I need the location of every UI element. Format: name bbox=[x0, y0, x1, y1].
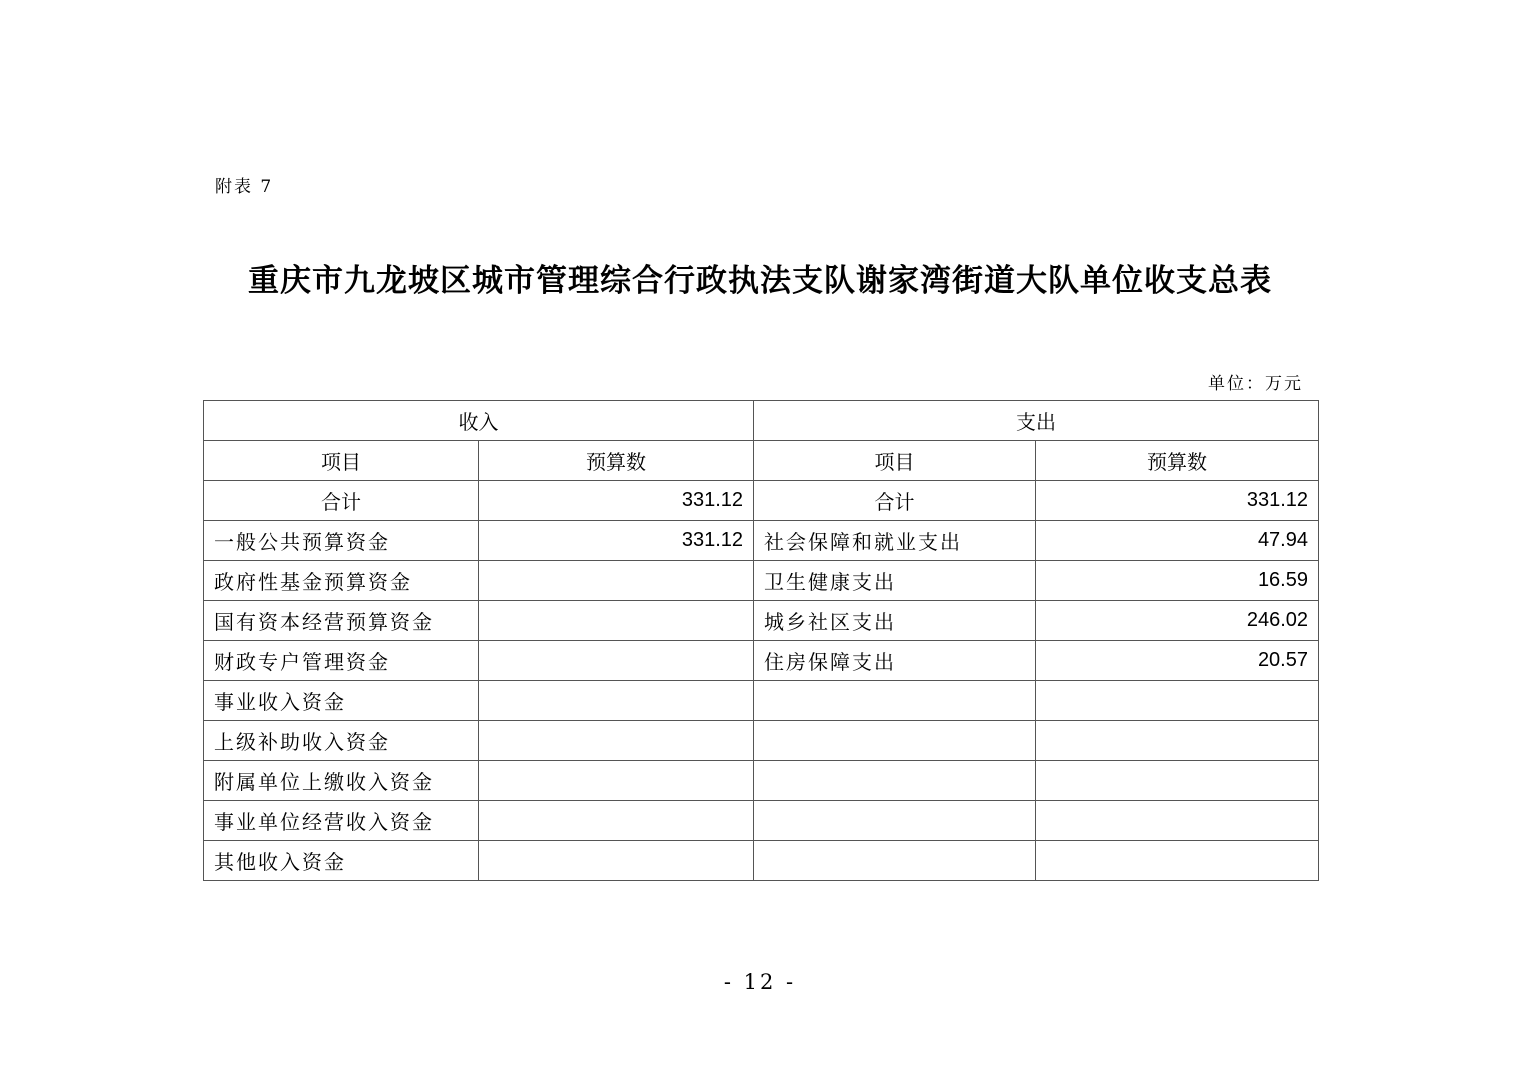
table-row bbox=[204, 681, 1319, 721]
income-item: 财政专户管理资金 bbox=[204, 641, 479, 681]
expense-item bbox=[754, 841, 1036, 881]
expense-item bbox=[754, 761, 1036, 801]
page-title: 重庆市九龙坡区城市管理综合行政执法支队谢家湾街道大队单位收支总表 bbox=[248, 263, 1272, 299]
expense-item: 卫生健康支出 bbox=[754, 561, 1036, 601]
expense-value: 246.02 bbox=[1036, 601, 1319, 641]
expense-item: 社会保障和就业支出 bbox=[754, 521, 1036, 561]
appendix-label: 附表 7 bbox=[215, 177, 274, 197]
income-budget-header: 预算数 bbox=[479, 441, 754, 481]
expense-value bbox=[1036, 721, 1319, 761]
income-value bbox=[479, 601, 754, 641]
income-header: 收入 bbox=[204, 401, 754, 441]
income-item: 国有资本经营预算资金 bbox=[204, 601, 479, 641]
income-total-label: 合计 bbox=[204, 481, 479, 521]
income-item: 政府性基金预算资金 bbox=[204, 561, 479, 601]
expense-item bbox=[754, 721, 1036, 761]
expense-item: 住房保障支出 bbox=[754, 641, 1036, 681]
table-row bbox=[204, 841, 1319, 881]
expense-value: 16.59 bbox=[1036, 561, 1319, 601]
table-row bbox=[204, 561, 1319, 601]
income-value bbox=[479, 801, 754, 841]
expense-item bbox=[754, 681, 1036, 721]
expense-total-value: 331.12 bbox=[1036, 481, 1319, 521]
expense-total-label: 合计 bbox=[754, 481, 1036, 521]
total-row bbox=[204, 481, 1319, 521]
expense-value bbox=[1036, 801, 1319, 841]
income-total-value: 331.12 bbox=[479, 481, 754, 521]
section-header-row bbox=[204, 401, 1319, 441]
income-item: 事业收入资金 bbox=[204, 681, 479, 721]
expense-budget-header: 预算数 bbox=[1036, 441, 1319, 481]
income-value bbox=[479, 841, 754, 881]
table-row bbox=[204, 801, 1319, 841]
budget-summary-table bbox=[203, 400, 1319, 881]
table-row bbox=[204, 761, 1319, 801]
expense-item bbox=[754, 801, 1036, 841]
income-item: 其他收入资金 bbox=[204, 841, 479, 881]
unit-label: 单位：万元 bbox=[1208, 374, 1303, 394]
column-header-row bbox=[204, 441, 1319, 481]
table-row bbox=[204, 641, 1319, 681]
expense-item: 城乡社区支出 bbox=[754, 601, 1036, 641]
income-item: 上级补助收入资金 bbox=[204, 721, 479, 761]
income-item-header: 项目 bbox=[204, 441, 479, 481]
expense-value bbox=[1036, 761, 1319, 801]
expense-value bbox=[1036, 681, 1319, 721]
income-item: 附属单位上缴收入资金 bbox=[204, 761, 479, 801]
income-value bbox=[479, 681, 754, 721]
table-row bbox=[204, 721, 1319, 761]
expense-value: 20.57 bbox=[1036, 641, 1319, 681]
income-item: 事业单位经营收入资金 bbox=[204, 801, 479, 841]
income-value bbox=[479, 721, 754, 761]
expense-item-header: 项目 bbox=[754, 441, 1036, 481]
table-row bbox=[204, 521, 1319, 561]
table-row bbox=[204, 601, 1319, 641]
expense-value: 47.94 bbox=[1036, 521, 1319, 561]
income-item: 一般公共预算资金 bbox=[204, 521, 479, 561]
expense-value bbox=[1036, 841, 1319, 881]
income-value: 331.12 bbox=[479, 521, 754, 561]
page-number: - 12 - bbox=[723, 970, 797, 994]
income-value bbox=[479, 641, 754, 681]
income-value bbox=[479, 761, 754, 801]
expense-header: 支出 bbox=[754, 401, 1319, 441]
income-value bbox=[479, 561, 754, 601]
